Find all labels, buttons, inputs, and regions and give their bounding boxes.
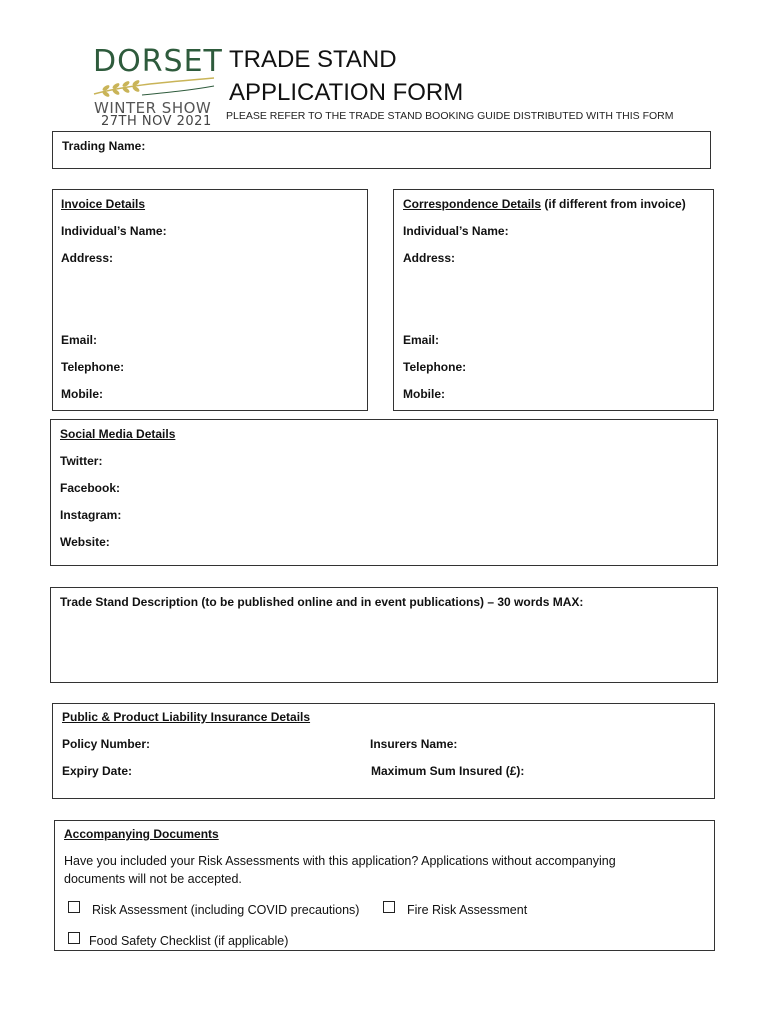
instagram-label[interactable]: Instagram: bbox=[60, 508, 122, 522]
fire-risk-checkbox[interactable] bbox=[383, 901, 395, 913]
twitter-label[interactable]: Twitter: bbox=[60, 454, 103, 468]
max-sum-insured-label[interactable]: Maximum Sum Insured (£): bbox=[371, 764, 525, 778]
insurers-name-label[interactable]: Insurers Name: bbox=[370, 737, 458, 751]
form-instruction: PLEASE REFER TO THE TRADE STAND BOOKING GUIDE DISTRIBUTED WITH THIS FORM bbox=[226, 110, 674, 122]
documents-question-line1: Have you included your Risk Assessments with this application? Applications without accompanying bbox=[64, 854, 616, 868]
form-title-line2: APPLICATION FORM bbox=[229, 79, 464, 106]
website-label[interactable]: Website: bbox=[60, 535, 110, 549]
correspondence-heading-row bbox=[403, 197, 686, 211]
invoice-details-section bbox=[52, 189, 368, 411]
social-media-section bbox=[50, 419, 718, 566]
facebook-label[interactable]: Facebook: bbox=[60, 481, 121, 495]
form-title-line1: TRADE STAND bbox=[229, 46, 397, 73]
risk-assessment-checkbox[interactable] bbox=[68, 901, 80, 913]
invoice-name-label[interactable]: Individual’s Name: bbox=[61, 224, 167, 238]
correspondence-mobile-label[interactable]: Mobile: bbox=[403, 387, 445, 401]
documents-question-line2: documents will not be accepted. bbox=[64, 872, 242, 886]
wheat-icon bbox=[92, 74, 216, 100]
logo-dorset: DORSET bbox=[93, 44, 223, 79]
food-safety-label: Food Safety Checklist (if applicable) bbox=[89, 934, 289, 948]
correspondence-address-label[interactable]: Address: bbox=[403, 251, 456, 265]
trading-name-label: Trading Name: bbox=[62, 139, 146, 153]
invoice-mobile-label[interactable]: Mobile: bbox=[61, 387, 103, 401]
invoice-email-label[interactable]: Email: bbox=[61, 333, 98, 347]
correspondence-details-section bbox=[393, 189, 714, 411]
description-label: Trade Stand Description (to be published online and in event publications) – 30 words MAX: bbox=[60, 595, 584, 609]
logo-subtitle: WINTER SHOW bbox=[94, 99, 212, 117]
correspondence-heading-note: (if different from invoice) bbox=[541, 197, 686, 211]
insurance-section bbox=[52, 703, 715, 799]
correspondence-telephone-label[interactable]: Telephone: bbox=[403, 360, 467, 374]
trading-name-field[interactable] bbox=[52, 131, 711, 169]
risk-assessment-label: Risk Assessment (including COVID precautions) bbox=[92, 903, 360, 917]
logo-date: 27TH NOV 2021 bbox=[101, 114, 212, 129]
documents-heading: Accompanying Documents bbox=[64, 827, 219, 841]
documents-section bbox=[54, 820, 715, 951]
social-heading: Social Media Details bbox=[60, 427, 176, 441]
invoice-telephone-label[interactable]: Telephone: bbox=[61, 360, 125, 374]
description-field[interactable] bbox=[50, 587, 718, 683]
insurance-heading: Public & Product Liability Insurance Details bbox=[62, 710, 311, 724]
invoice-heading: Invoice Details bbox=[61, 197, 146, 211]
invoice-address-label[interactable]: Address: bbox=[61, 251, 114, 265]
policy-number-label[interactable]: Policy Number: bbox=[62, 737, 151, 751]
food-safety-checkbox[interactable] bbox=[68, 932, 80, 944]
fire-risk-label: Fire Risk Assessment bbox=[407, 903, 528, 917]
correspondence-heading: Correspondence Details bbox=[403, 197, 542, 211]
expiry-date-label[interactable]: Expiry Date: bbox=[62, 764, 133, 778]
correspondence-name-label[interactable]: Individual’s Name: bbox=[403, 224, 509, 238]
correspondence-email-label[interactable]: Email: bbox=[403, 333, 440, 347]
